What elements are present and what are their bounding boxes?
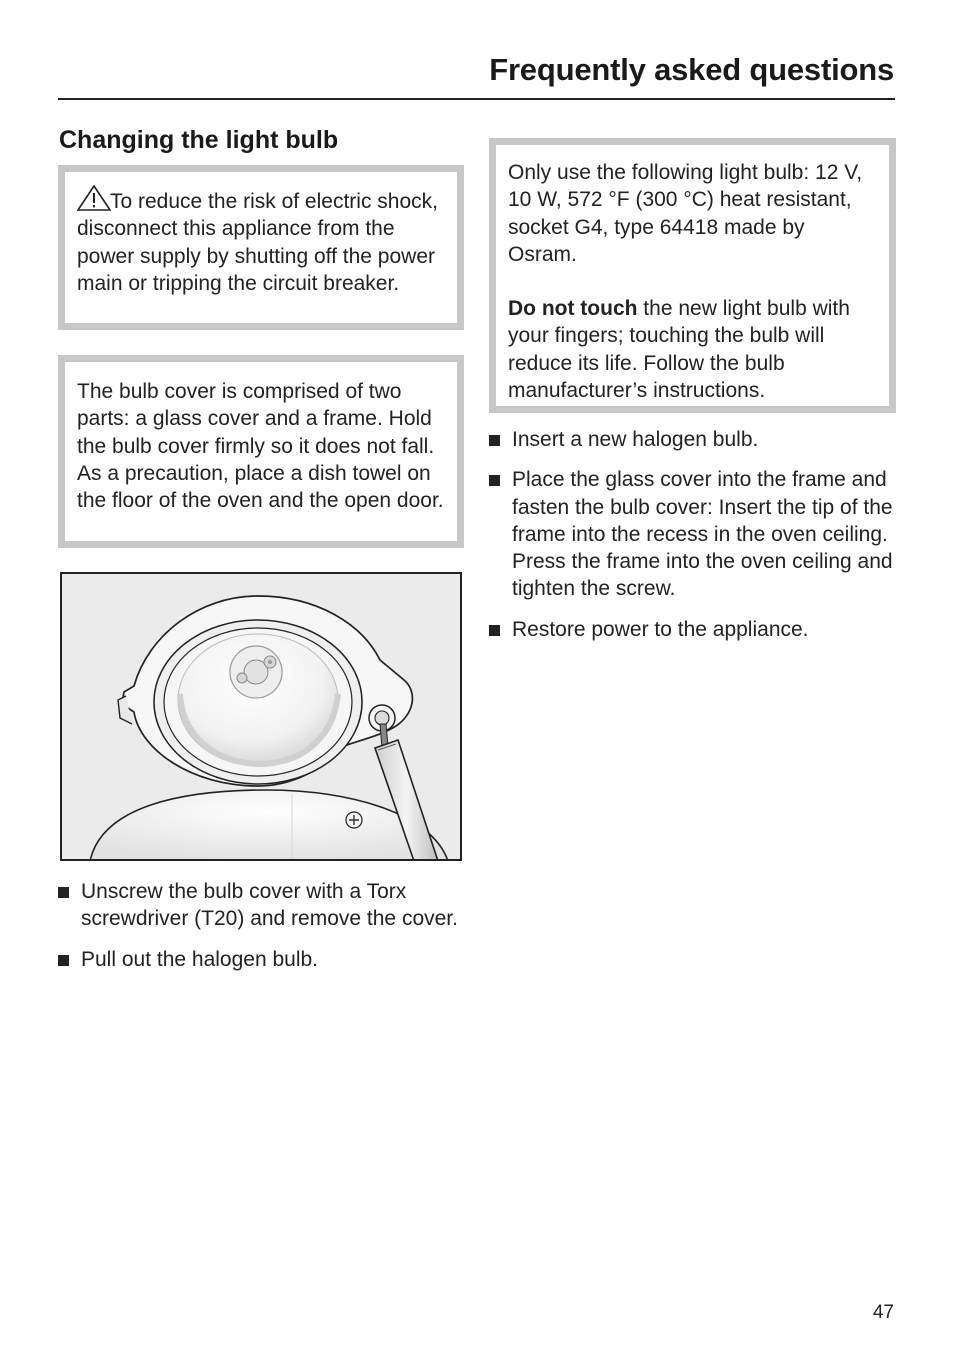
bulb-cover-screwdriver-illustration [62, 574, 460, 859]
bullet-square-icon [489, 475, 500, 486]
do-not-touch-lead: Do not touch [508, 297, 638, 321]
do-not-touch-paragraph [508, 295, 877, 404]
list-item-text: Insert a new halogen bulb. [512, 428, 759, 451]
header-rule [58, 98, 895, 100]
list-item [58, 878, 458, 933]
note-box [58, 355, 464, 548]
note-text: The bulb cover is comprised of two parts: a glass cover and a frame. Hold the bulb cover firmly so it does not fall. As a precaution, place a dish towel on the floor of the oven and the open door. [77, 380, 444, 513]
list-item-text: Restore power to the appliance. [512, 617, 809, 641]
do-not-touch-text: the new light bulb with your fingers; touching the bulb will reduce its life. Follow the bulb manufacturer’s instructions. [508, 297, 850, 403]
page-number: 47 [872, 1302, 894, 1323]
bullet-square-icon [489, 435, 500, 446]
steps-list-left [58, 878, 458, 986]
page-header-title: Frequently asked questions [489, 52, 894, 87]
list-item [489, 426, 894, 453]
steps-list-right [489, 426, 894, 656]
list-item [58, 946, 458, 973]
warning-text: To reduce the risk of electric shock, disconnect this appliance from the power supply by shutting off the power main or tripping the circuit breaker. [77, 190, 438, 295]
section-heading: Changing the light bulb [59, 126, 339, 154]
warning-paragraph [77, 185, 445, 297]
bulb-cover-illustration [60, 572, 462, 861]
bulb-spec-box [489, 138, 896, 413]
bullet-square-icon [489, 625, 500, 636]
bulb-spec-text: Only use the following light bulb: 12 V, 10 W, 572 °F (300 °C) heat resistant, socket G4, type 64418 made by Osram. [508, 161, 863, 266]
list-item-text: Place the glass cover into the frame and fasten the bulb cover: Insert the tip of the frame into the recess in the oven ceiling. Press the frame into the oven ceiling and tighten the screw. [512, 468, 893, 601]
warning-box [58, 165, 464, 330]
list-item-text: Pull out the halogen bulb. [81, 947, 319, 971]
list-item-text: Unscrew the bulb cover with a Torx screwdriver (T20) and remove the cover. [81, 880, 458, 931]
list-item [489, 466, 894, 602]
bullet-square-icon [58, 955, 69, 966]
list-item [489, 616, 894, 643]
warning-triangle-icon [77, 185, 111, 211]
bullet-square-icon [58, 887, 69, 898]
